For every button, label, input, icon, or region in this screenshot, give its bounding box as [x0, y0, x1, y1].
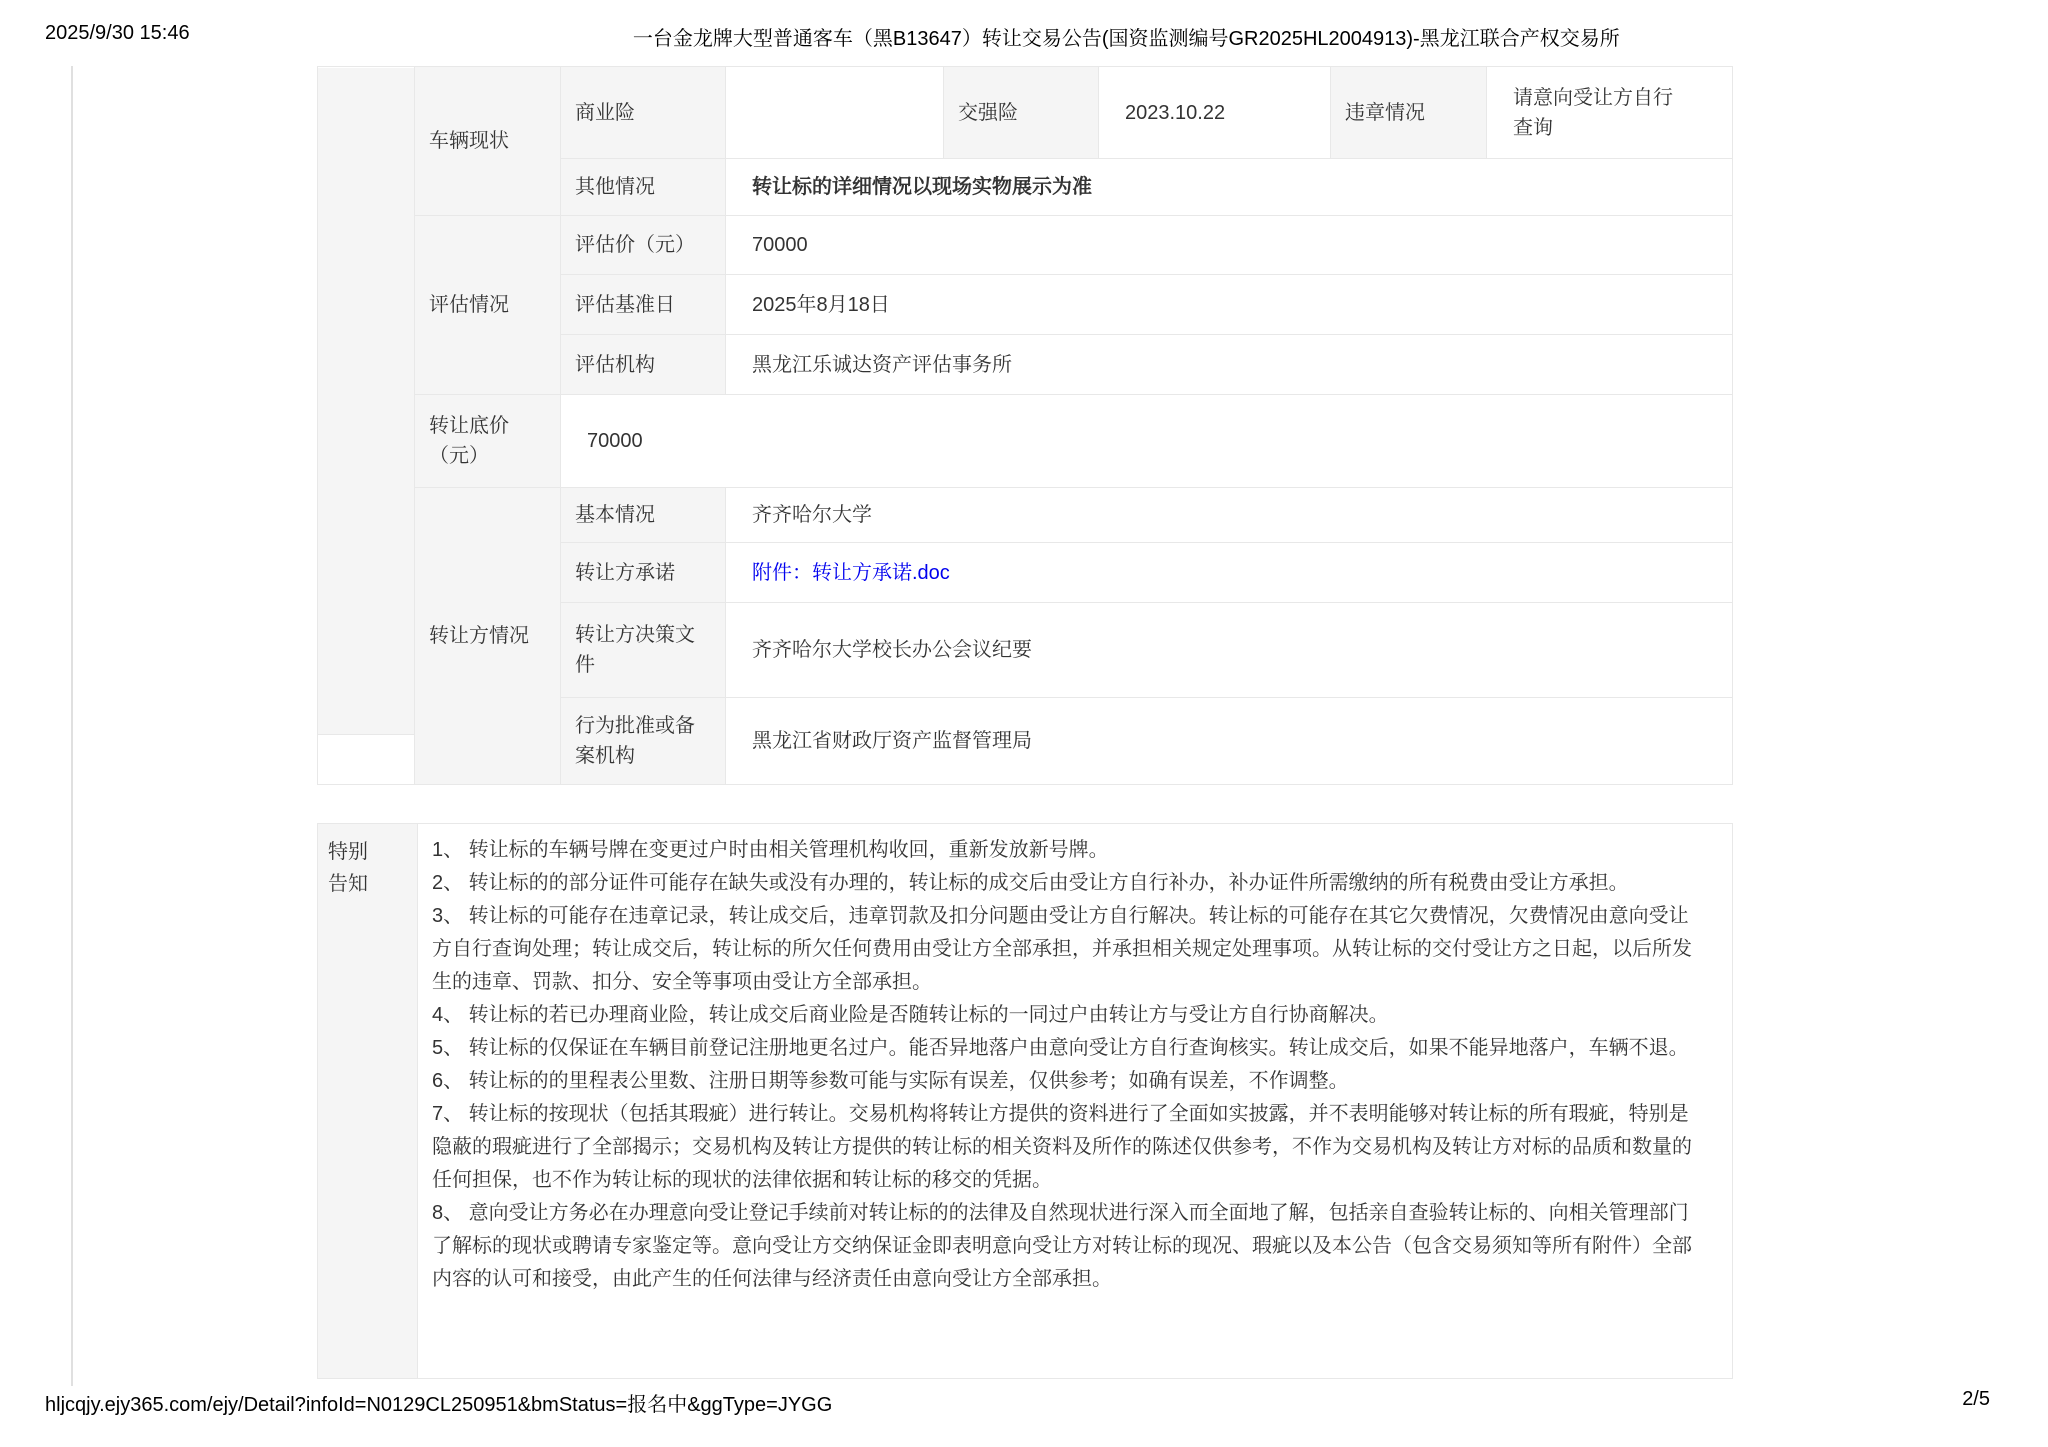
print-header	[45, 22, 2003, 51]
footer-url: hljcqjy.ejy365.com/ejy/Detail?infoId=N0129CL250951&bmStatus=报名中&ggType=JYGG	[45, 1394, 833, 1416]
appraisal-price-value: 70000	[726, 216, 1733, 275]
violation-status-value: 请意向受让方自行查询	[1487, 67, 1733, 159]
compulsory-insurance-value: 2023.10.22	[1099, 67, 1331, 159]
transferor-basic-label: 基本情况	[561, 488, 726, 543]
violation-status-label: 违章情况	[1331, 67, 1487, 159]
notice-item: 3、 转让标的可能存在违章记录，转让成交后，违章罚款及扣分问题由受让方自行解决。转让标的可能存在其它欠费情况，欠费情况由意向受让方自行查询处理；转让成交后，转让标的所欠任何费用由受让方全部承担，并承担相关规定处理事项。从转让标的交付受让方之日起，以后所发生的违章、罚款、扣分、安全等事项由受让方全部承担。	[432, 905, 1692, 993]
table-row	[318, 395, 1733, 488]
print-footer	[45, 1388, 1990, 1417]
special-notice-content	[418, 824, 1733, 1379]
commercial-insurance-label: 商业险	[561, 67, 726, 159]
notice-item: 4、 转让标的若已办理商业险，转让成交后商业险是否随转让标的一同过户由转让方与受让方自行协商解决。	[432, 1004, 1389, 1026]
page-indicator: 2/5	[1962, 1388, 1990, 1410]
other-status-value: 转让标的详细情况以现场实物展示为准	[726, 159, 1733, 216]
appraisal-base-date-value: 2025年8月18日	[726, 275, 1733, 335]
transferor-basic-value: 齐齐哈尔大学	[726, 488, 1733, 543]
notice-item: 8、 意向受让方务必在办理意向受让登记手续前对转让标的的法律及自然现状进行深入而全面地了解，包括亲自查验转让标的、向相关管理部门了解标的现状或聘请专家鉴定等。意向受让方交纳保证金即表明意向受让方对转让标的现况、瑕疵以及本公告（包含交易须知等所有附件）全部内容的认可和接受，由此产生的任何法律与经济责任由意向受让方全部承担。	[432, 1202, 1692, 1290]
announcement-table	[317, 66, 1733, 785]
table-row	[318, 216, 1733, 275]
appraisal-label: 评估情况	[415, 216, 561, 395]
notice-item: 5、 转让标的仅保证在车辆目前登记注册地更名过户。能否异地落户由意向受让方自行查询核实。转让成交后，如果不能异地落户，车辆不退。	[432, 1037, 1689, 1059]
appraisal-price-label: 评估价（元）	[561, 216, 726, 275]
left-spacer-column	[318, 67, 415, 785]
spacer-gray-cell	[318, 68, 414, 734]
notice-item: 6、 转让标的的里程表公里数、注册日期等参数可能与实际有误差，仅供参考；如确有误差，不作调整。	[432, 1070, 1349, 1092]
table-row	[318, 824, 1733, 1379]
special-notice-label-cell	[318, 824, 418, 1379]
page-left-border	[71, 66, 73, 1386]
other-status-label: 其他情况	[561, 159, 726, 216]
table-row	[318, 488, 1733, 543]
floor-price-value: 70000	[561, 395, 1733, 488]
spacer-white-cell	[318, 734, 414, 784]
transferor-approval-value: 黑龙江省财政厅资产监督管理局	[726, 698, 1733, 785]
transferor-commitment-cell	[726, 543, 1733, 603]
vehicle-status-label: 车辆现状	[415, 67, 561, 216]
appraisal-agency-value: 黑龙江乐诚达资产评估事务所	[726, 335, 1733, 395]
commercial-insurance-value	[726, 67, 944, 159]
commitment-attachment-link[interactable]: 附件：转让方承诺.doc	[752, 561, 950, 584]
special-notice-label: 特别告知	[328, 841, 368, 895]
appraisal-agency-label: 评估机构	[561, 335, 726, 395]
transferor-approval-label: 行为批准或备案机构	[561, 698, 726, 785]
notice-item: 7、 转让标的按现状（包括其瑕疵）进行转让。交易机构将转让方提供的资料进行了全面如实披露，并不表明能够对转让标的所有瑕疵，特别是隐蔽的瑕疵进行了全部揭示；交易机构及转让方提供的转让标的相关资料及所作的陈述仅供参考，不作为交易机构及转让方对标的品质和数量的任何担保，也不作为转让标的现状的法律依据和转让标的移交的凭据。	[432, 1103, 1692, 1191]
special-notice-table	[317, 823, 1733, 1379]
appraisal-base-date-label: 评估基准日	[561, 275, 726, 335]
floor-price-label: 转让底价（元）	[415, 395, 561, 488]
notice-item: 1、 转让标的车辆号牌在变更过户时由相关管理机构收回，重新发放新号牌。	[432, 839, 1109, 861]
table-row	[318, 67, 1733, 159]
page-title: 一台金龙牌大型普通客车（黑B13647）转让交易公告(国资监测编号GR2025HL2004913)-黑龙江联合产权交易所	[632, 28, 1620, 50]
print-datetime: 2025/9/30 15:46	[45, 22, 190, 44]
transferor-decision-value: 齐齐哈尔大学校长办公会议纪要	[726, 603, 1733, 698]
transferor-decision-label: 转让方决策文件	[561, 603, 726, 698]
notice-item: 2、 转让标的的部分证件可能存在缺失或没有办理的，转让标的成交后由受让方自行补办，补办证件所需缴纳的所有税费由受让方承担。	[432, 872, 1629, 894]
transferor-commitment-label: 转让方承诺	[561, 543, 726, 603]
compulsory-insurance-label: 交强险	[944, 67, 1099, 159]
transferor-label: 转让方情况	[415, 488, 561, 785]
